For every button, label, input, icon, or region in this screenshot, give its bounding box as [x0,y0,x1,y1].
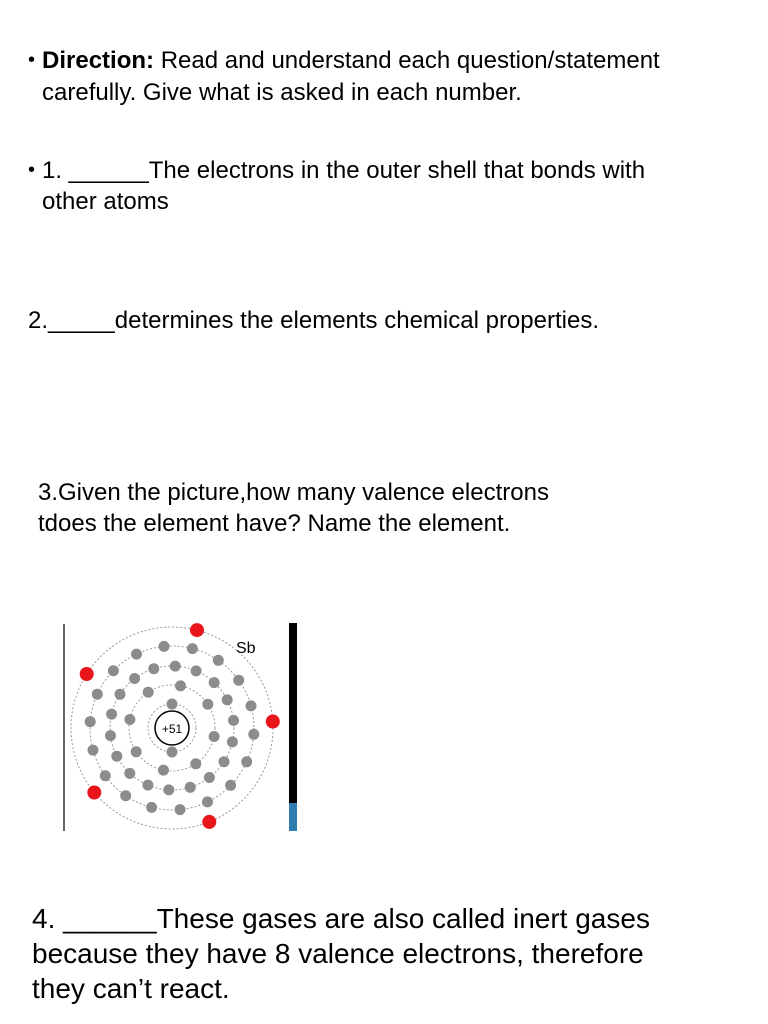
electron [146,802,157,813]
electron [191,665,202,676]
electron [187,643,198,654]
right-frame-bar-accent [289,803,297,831]
electron [213,655,224,666]
question-4-line-2: because they have 8 valence electrons, therefore [32,938,644,969]
nucleus-label: +51 [161,722,183,736]
electron [248,729,259,740]
direction-text: Read and understand each question/statement [160,47,660,74]
electron [228,715,239,726]
question-1-line-1: 1. ______The electrons in the outer shell that bonds with [42,157,646,184]
question-3-line-1: 3.Given the picture,how many valence electrons [38,479,549,506]
valence-electron [80,667,94,681]
direction-line-1 [42,45,660,76]
electron [204,772,215,783]
electron [222,694,233,705]
question-1-line-2: other atoms [42,188,169,215]
electron [108,665,119,676]
electron [167,699,178,710]
electron [159,641,170,652]
electron [175,804,186,815]
electron [85,716,96,727]
electron [202,796,213,807]
electron [227,736,238,747]
direction-line-2: carefully. Give what is asked in each number. [42,79,522,106]
electron [190,758,201,769]
electron [115,689,126,700]
question-3-line-2: tdoes the element have? Name the element. [38,510,511,537]
antimony-bohr-diagram [60,620,305,835]
element-symbol: Sb [236,640,256,657]
electron [167,747,178,758]
electron [209,731,220,742]
electron [209,677,220,688]
electron [148,663,159,674]
electron [246,700,257,711]
electron [124,714,135,725]
electron [88,745,99,756]
electron [142,780,153,791]
electron [185,782,196,793]
electron [111,751,122,762]
electron [105,730,116,741]
valence-electron [266,715,280,729]
electron [202,699,213,710]
right-frame-bar [289,623,297,803]
direction-label: Direction: [42,47,155,74]
bullet-marker: • [28,49,36,71]
electron [129,673,140,684]
electron [143,687,154,698]
electron [131,649,142,660]
electron [175,680,186,691]
electron [233,675,244,686]
electron [92,689,103,700]
question-4-line-1: 4. ______These gases are also called inert gases [32,903,650,934]
electron [120,790,131,801]
electron [163,784,174,795]
electron [158,765,169,776]
electron [219,756,230,767]
valence-electron [190,623,204,637]
question-2-line-1: 2._____determines the elements chemical properties. [28,307,599,334]
bullet-marker: • [28,159,36,181]
valence-electron [202,815,216,829]
valence-electron [87,786,101,800]
electron [131,746,142,757]
electron [225,780,236,791]
electron [100,770,111,781]
electron [170,661,181,672]
electron [106,709,117,720]
electron [124,768,135,779]
electron [241,756,252,767]
question-4-line-3: they can’t react. [32,973,230,1004]
